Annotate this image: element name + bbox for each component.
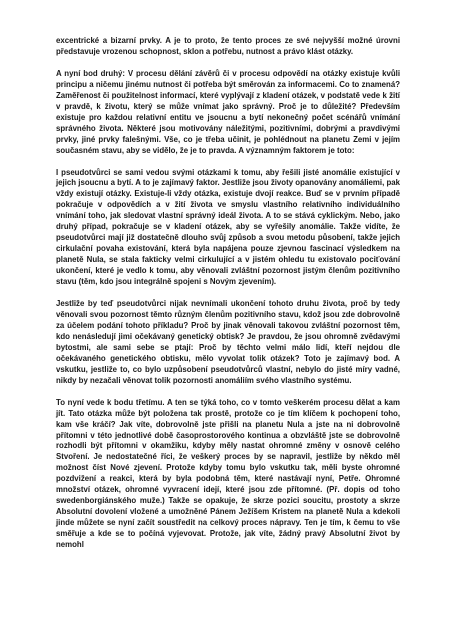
document-page — [56, 36, 400, 562]
paragraph-2: A nyní bod druhý: V procesu dělání závěrů či v procesu odpovědí na otázky existuje kvůli principu a ničemu jinému nutnost či potřeba být směrován za informacemi. Co to znamená? Zaměřenost či použitelnost informací, které vyplývají z kladení otázek, v podstatě vede k žití v pravdě, k životu, který se může vnímat jako správný. Proč je to důležité? Především existuje pro každou relativní entitu ve jsoucnu a bytí nekonečný počet scénářů vnímání správného života. Některé jsou motivovány náležitými, pozitivními, dobrými a pravdivými prvky, jiné prvky falešnými. Vše, co je třeba učinit, je pohlédnout na planetu Zemi v jejím současném stavu, aby se vidělo, že je to pravda. A významným faktorem je toto: — [56, 68, 400, 155]
paragraph-4: Jestliže by teď pseudotvůrci nijak nevnímali ukončení tohoto druhu života, proč by tedy věnovali svou pozornost těmto různým členům pozitivního stavu, kdož jsou zde dobrovolně za účelem podání tohoto příkladu? Proč by jinak věnovali takovou zvláštní pozornost těm, kdo nenásledují jimi očekávaný genetický obtisk? Je pravdou, že jsou ohromně zvědavými bytostmi, ale sami sebe se ptají: Proč by těchto velmi málo lidí, kteří nejdou dle očekávaného genetického obtisku, mělo vyvolat tolik otázek? Toto je zajímavý bod. A vskutku, jestliže to, co bylo uzpůsobení pseudotvůrců vlastní, nebylo do jisté míry vadné, nikdy by nezačali věnovat tolik pozornosti anomáliím svého vlastního systému. — [56, 299, 400, 385]
paragraph-5: To nyní vede k bodu třetímu. A ten se týká toho, co v tomto veškerém procesu dělat a kam jít. Tato otázka může být položena tak prostě, protože co je tím klíčem k pochopení toho, kam vše kráčí? Jak víte, dobrovolně jste přišli na planetu Nula a jste na ni dobrovolně přítomni v této jednotlivé době časoprostorového kontinua a obzvláště jste se dobrovolně rozhodli být přítomni v okamžiku, kdyby měly nastat ohromné změny v osnově celého Stvoření. Je nedostatečné říci, že veškerý proces by se napravil, jestliže by někdo měl možnost číst Nové zjevení. Protože kdyby tomu bylo vskutku tak, měli byste ohromné pozdvižení a reakci, která by byla podobná těm, které nastávají nyní, Petře. Ohromné množství otázek, ohromné vyvracení idejí, které jsou zde přítomné. (Př. dopis od toho swedenborgiánského muže.) Takže se opakuje, že skrze pozici soucitu, prostoty a skrze Absolutní dovolení vložené a umožněné Pánem Ježíšem Kristem na planetě Nula a kdekoli jinde můžete se nyní začít soustředit na celkový proces nápravy. Ten je tím, k čemu to vše směřuje a kde se to počíná vyjevovat. Protože, jak víte, žádný pravý Absolutní život by nemohl — [56, 397, 400, 550]
paragraph-1: excentrické a bizarní prvky. A je to proto, že tento proces ze své nejvyšší možné úrovni představuje vrozenou schopnost, sklon a potřebu, nutnost a právo klást otázky. — [56, 36, 400, 56]
paragraph-3: I pseudotvůrci se sami vedou svými otázkami k tomu, aby řešili jisté anomálie existující v jejich jsoucnu a bytí. A to je zajímavý faktor. Jestliže jsou životy opanovány anomáliemi, pak vždy existují otázky. Existuje-li vždy otázka, existuje dvojí reakce. Buď se v prvním případě pokračuje v odpovědích a v žití života ve smyslu vlastního relativního individuálního vnímání toho, jak sledovat vlastní správný ideál života. A to se stává cyklickým. Nebo, jako druhý případ, pokračuje se v kladení otázek, aby se vyřešily anomálie. Takže vidíte, že pseudotvůrci mají již dostatečně dlouho svůj způsob a svou metodu působení, takže jejich cirkulační povaha existování, která byla napájena pouze zjevnou fascinací výsledkem na planetě Nula, se stala fakticky velmi cirkulující a v jistém ohledu tu existovalo pociťování ukončení, které je vedlo k tomu, aby věnovali zvláštní pozornost jistým členům pozitivního stavu (těm, kdo jsou integrálně spojeni s Novým zjevením). — [56, 167, 400, 287]
